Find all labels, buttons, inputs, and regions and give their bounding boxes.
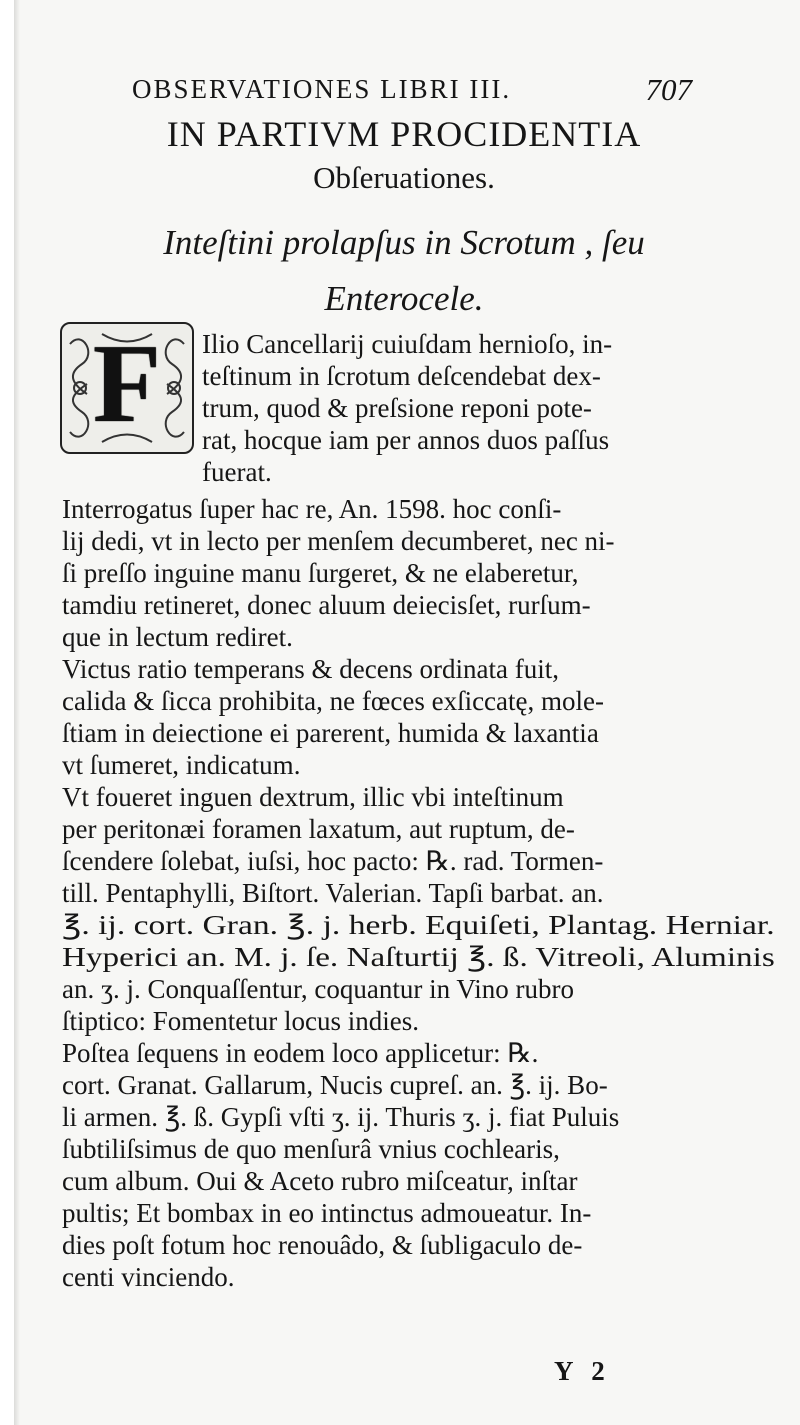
section-title: IN PARTIVM PROCIDENTIA bbox=[166, 114, 642, 154]
text-line: tamdiu retineret, donec aluum deiecisſet, rurſum- bbox=[62, 590, 591, 620]
signature-mark: Y 2 bbox=[554, 1356, 611, 1386]
text-line: ſtiam in deiectione ei parerent, humida & laxantia bbox=[62, 718, 599, 748]
text-line: li armen. ℥. ß. Gypſi vſti ʒ. ij. Thuris ʒ. j. fiat Puluis bbox=[62, 1102, 620, 1132]
text-line: cum album. Oui & Aceto rubro miſceatur, inſtar bbox=[62, 1166, 578, 1196]
text-line: Poſtea ſequens in eodem loco applicetur: ℞. bbox=[62, 1038, 539, 1068]
text-line: Hyperici an. M. j. ſe. Naſturtij ℥. ß. Vitreoli, Aluminis bbox=[62, 942, 775, 972]
initial-letter: F bbox=[92, 322, 162, 446]
text-line: Victus ratio temperans & decens ordinata fuit, bbox=[62, 654, 559, 684]
page-number: 707 bbox=[645, 72, 692, 107]
text-line: cort. Granat. Gallarum, Nucis cupreſ. an. ℥. ij. Bo- bbox=[62, 1070, 608, 1100]
text-line: Ilio Cancellarij cuiuſdam hernioſo, in- bbox=[202, 329, 613, 359]
observation-title-line: Enterocele. bbox=[324, 279, 484, 318]
section-subtitle: Obſeruationes. bbox=[313, 160, 495, 195]
text-line: que in lectum rediret. bbox=[62, 622, 293, 652]
observation-title bbox=[94, 215, 714, 327]
running-head bbox=[132, 72, 692, 112]
text-line: trum, quod & preſsione reponi pote- bbox=[202, 393, 592, 423]
text-line: pultis; Et bombax in eo intinctus admoueatur. In- bbox=[62, 1198, 592, 1228]
text-line: teſtinum in ſcrotum deſcendebat dex- bbox=[202, 361, 601, 391]
observation-title-line: Inteſtini prolapſus in Scrotum , ſeu bbox=[163, 223, 645, 262]
text-line: vt ſumeret, indicatum. bbox=[62, 750, 301, 780]
text-line: an. ʒ. j. Conquaſſentur, coquantur in Vino rubro bbox=[62, 974, 574, 1004]
decorated-initial bbox=[60, 322, 194, 454]
book-page bbox=[14, 0, 800, 1425]
text-line: ſubtiliſsimus de quo menſurâ vnius cochlearis, bbox=[62, 1134, 560, 1164]
text-line: centi vinciendo. bbox=[62, 1262, 235, 1292]
text-line: ſcendere ſolebat, iuſsi, hoc pacto: ℞. rad. Tormen- bbox=[62, 846, 604, 876]
text-line: ℥. ij. cort. Gran. ℥. j. herb. Equiſeti, Plantag. Herniar. bbox=[62, 910, 775, 940]
text-line: till. Pentaphylli, Biſtort. Valerian. Tapſi barbat. an. bbox=[62, 878, 604, 908]
text-line: ſtiptico: Fomentetur locus indies. bbox=[62, 1006, 419, 1036]
main-text bbox=[62, 493, 774, 1293]
text-line: lij dedi, vt in lecto per menſem decumberet, nec ni- bbox=[62, 526, 615, 556]
text-line: fuerat. bbox=[202, 457, 272, 487]
text-line: rat, hocque iam per annos duos paſſus bbox=[202, 425, 610, 455]
text-line: ſi preſſo inguine manu ſurgeret, & ne elaberetur, bbox=[62, 558, 579, 588]
text-line: per peritonæi foramen laxatum, aut ruptum, de- bbox=[62, 814, 575, 844]
intro-paragraph bbox=[202, 328, 772, 488]
text-line: Vt foueret inguen dextrum, illic vbi inteſtinum bbox=[62, 782, 564, 812]
text-line: calida & ſicca prohibita, ne fœces exſiccatę, mole- bbox=[62, 686, 604, 716]
text-line: Interrogatus ſuper hac re, An. 1598. hoc conſi- bbox=[62, 494, 562, 524]
text-line: dies poſt fotum hoc renouâdo, & ſubligaculo de- bbox=[62, 1230, 583, 1260]
running-head-title: OBSERVATIONES LIBRI III. bbox=[132, 74, 512, 104]
